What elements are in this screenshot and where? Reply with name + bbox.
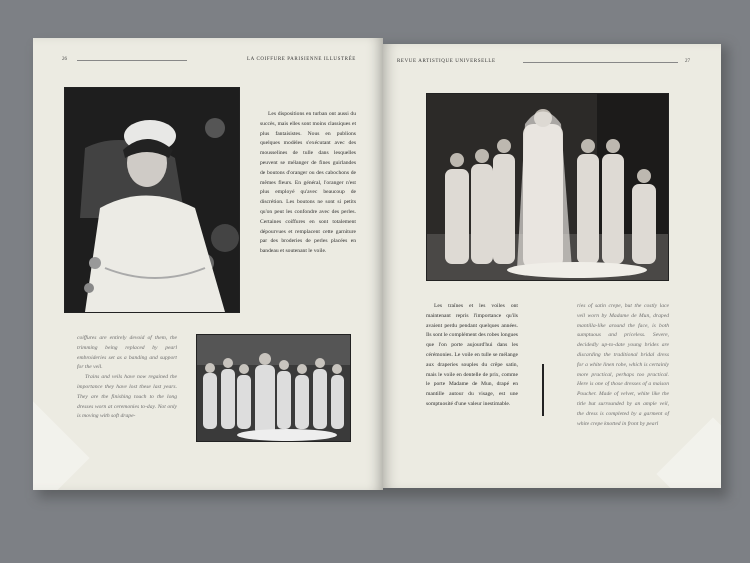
left-page: [33, 38, 383, 490]
vertical-rule: [542, 364, 544, 416]
right-french-text: Les traînes et les voiles ont maintenant repris l'importance qu'ils avaient perdu pendant quelques années. Ils sont le complément des robes longues que l'on porte aujourd'hui dans les cérémonies. Le voile en tulle se mélange aux draperies souples du crêpe satin, mais le voile en dentelle de prix, comme le porte Madame de Mun, drapé en mantille autour du visage, est une somptuosité d'une valeur inestimable.: [426, 303, 518, 407]
left-french-text: Les dispositions en turban ont aussi du succès, mais elles sont moins classiques et plus fantaisistes. Nous en publions quelques modèles s'exécutant avec des mousselines de tulle dans lesquelles peuvent se mélanger de fines guirlandes de boutons d'oranger ou des cabochons de mêmes fleurs. En général, l'oranger n'est plus employé qu'avec beaucoup de discrétion. Les boutons ne sont si petits qu'on peut les confondre avec des perles. Certaines coiffures en sont totalement dépourvues et remplacent cette garniture par des broderies de perles placées en bandeau et soutenant le voile.: [260, 111, 356, 255]
right-page: [383, 44, 721, 488]
right-french-paragraph: [426, 302, 518, 410]
page-number-left: 26: [62, 57, 67, 62]
bride-portrait-photo: [64, 87, 240, 313]
bridal-party-image: [197, 335, 350, 441]
left-french-paragraph: [260, 110, 356, 257]
header-rule-left: [77, 60, 187, 61]
bride-portrait-image: [65, 88, 239, 312]
left-english-block: [77, 334, 177, 422]
page-number-right: 27: [685, 59, 690, 64]
running-head-right: REVUE ARTISTIQUE UNIVERSELLE: [397, 59, 496, 64]
wedding-group-photo: [426, 93, 669, 281]
wedding-group-image: [427, 94, 668, 280]
bridal-party-photo: [196, 334, 351, 442]
header-rule-right: [523, 62, 678, 63]
left-english-text-1: coiffures are entirely devoid of them, the trimming being replaced by pearl embroideries set as a banding and support for the veil.: [77, 335, 177, 371]
left-english-text-2: Trains and veils have now regained the importance they have lost these last years. They are the finishing touch to the long dresses worn at ceremonies to-day. Not only is moving with soft drape-: [77, 374, 177, 420]
right-english-text: ries of satin crepe, but the costly lace veil worn by Madame de Mun, draped mantilla-like around the face, is both sumptuous and priceless. Severe, decidedly up-to-date young brides are discarding the traditional bridal dress for a white linen robe, which is certainly more practical, perhaps too practical. Here is one of those dresses of a maison Poucher. Made of velvet, white like the title but surrounded by an ample veil, the dress is completed by a garment of white crepe knotted in front by pearl: [577, 303, 669, 427]
right-english-paragraph: [577, 302, 669, 429]
running-head-left: LA COIFFURE PARISIENNE ILLUSTRÉE: [247, 57, 356, 62]
